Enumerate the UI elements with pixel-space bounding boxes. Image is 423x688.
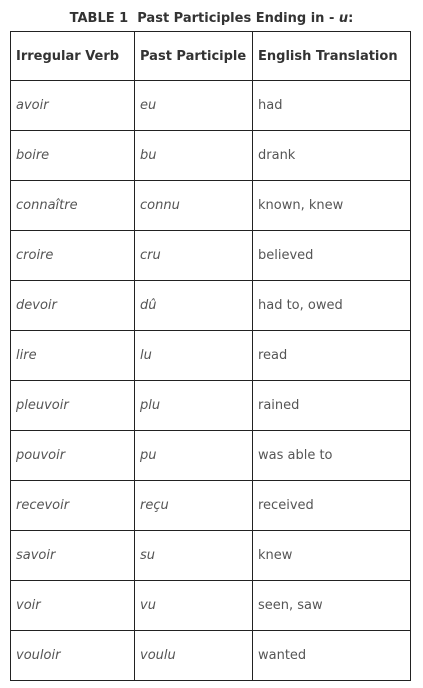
participle-cell: pu [135,431,253,481]
verb-cell: connaître [11,181,135,231]
verb-cell: pleuvoir [11,381,135,431]
translation-cell: seen, saw [253,581,411,631]
participle-cell: dû [135,281,253,331]
caption-suffix: : [348,11,354,26]
participle-cell: cru [135,231,253,281]
verb-cell: avoir [11,81,135,131]
verb-cell: vouloir [11,631,135,681]
header-irregular-verb: Irregular Verb [11,32,135,81]
participle-cell: voulu [135,631,253,681]
verb-cell: savoir [11,531,135,581]
caption-emphasis: u [338,11,349,26]
table-row [11,281,411,331]
verb-cell: voir [11,581,135,631]
participle-cell: eu [135,81,253,131]
caption-prefix: TABLE 1 Past Participles Ending in - [69,11,339,26]
participle-cell: su [135,531,253,581]
translation-cell: had [253,81,411,131]
header-row [11,32,411,81]
table-row [11,431,411,481]
participle-cell: connu [135,181,253,231]
participles-table [10,31,411,681]
table-row [11,531,411,581]
table-row [11,331,411,381]
participle-cell: lu [135,331,253,381]
translation-cell: rained [253,381,411,431]
verb-cell: croire [11,231,135,281]
translation-cell: drank [253,131,411,181]
table-row [11,481,411,531]
table-row [11,181,411,231]
translation-cell: known, knew [253,181,411,231]
table-row [11,631,411,681]
table-row [11,131,411,181]
table-row [11,231,411,281]
verb-cell: recevoir [11,481,135,531]
table-row [11,381,411,431]
translation-cell: had to, owed [253,281,411,331]
participle-cell: bu [135,131,253,181]
translation-cell: wanted [253,631,411,681]
translation-cell: read [253,331,411,381]
participle-cell: vu [135,581,253,631]
header-past-participle: Past Participle [135,32,253,81]
verb-cell: lire [11,331,135,381]
table-caption [0,11,423,26]
verb-cell: boire [11,131,135,181]
translation-cell: believed [253,231,411,281]
verb-cell: pouvoir [11,431,135,481]
verb-cell: devoir [11,281,135,331]
header-english-translation: English Translation [253,32,411,81]
table-row [11,81,411,131]
table-row [11,581,411,631]
participle-cell: reçu [135,481,253,531]
translation-cell: received [253,481,411,531]
translation-cell: knew [253,531,411,581]
participle-cell: plu [135,381,253,431]
translation-cell: was able to [253,431,411,481]
